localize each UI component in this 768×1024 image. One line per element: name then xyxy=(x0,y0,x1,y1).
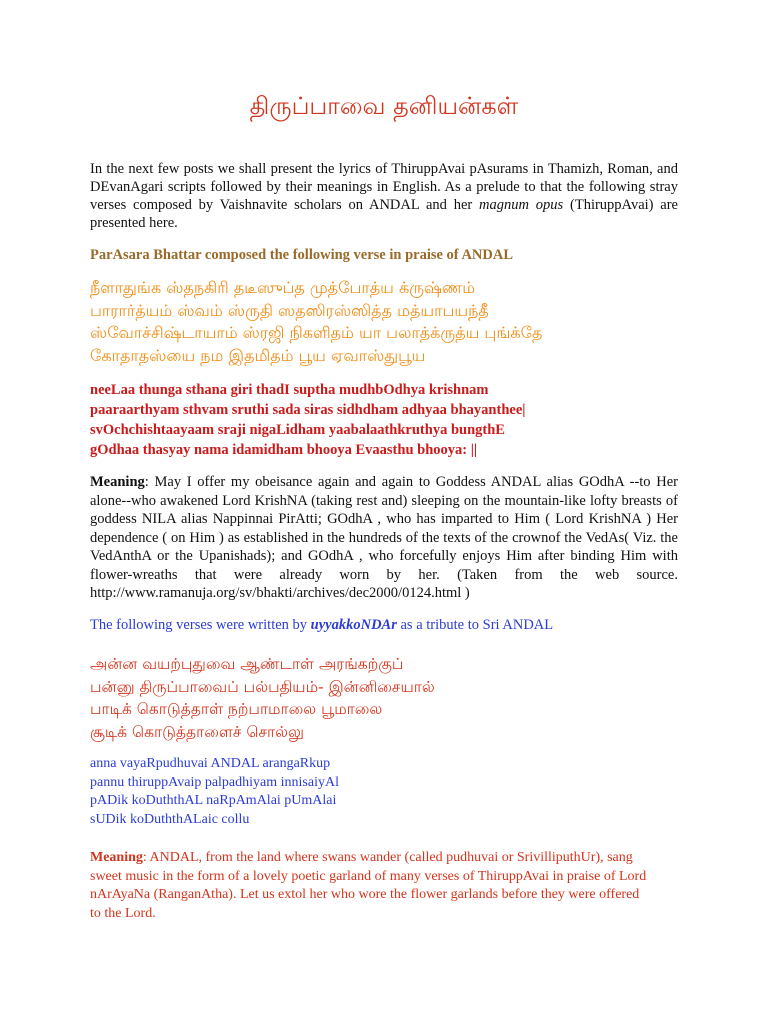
tamil-verse-line: அன்ன வயற்புதுவை ஆண்டாள் அரங்கற்குப் xyxy=(90,655,404,673)
tamil-verse-line: பன்னு திருப்பாவைப் பல்பதியம்- இன்னிசையால் xyxy=(90,677,435,696)
tamil-verse-line: ஸ்வோச்சிஷ்டாயாம் ஸ்ரஜி நிகளிதம் யா பலாத்க்ருத்ய புங்க்தே xyxy=(90,323,543,342)
tamil-verse-line: பாரார்த்யம் ஸ்வம் ஸ்ருதி ஸதஸிரஸ்ஸித்த மத்யாபயந்தீ xyxy=(90,300,489,320)
section2-tamil-verse xyxy=(90,653,435,743)
section2-meaning xyxy=(90,849,650,923)
section2-intro-after: as a tribute to Sri ANDAL xyxy=(396,617,554,633)
roman-verse-line: svOchchishtaayaam sraji nigaLidham yaabalaathkruthya bungthE xyxy=(90,422,505,438)
roman-verse-line: neeLaa thunga sthana giri thadI suptha mudhbOdhya krishnam xyxy=(90,382,489,398)
intro-text-after: (ThiruppAvai) are presented here. xyxy=(90,197,678,231)
roman-verse-line: pADik koDuththAL naRpAmAlai pUmAlai xyxy=(90,793,337,808)
roman-verse-line: paaraarthyam sthvam sruthi sada siras sidhdham adhyaa bhayanthee| xyxy=(90,402,526,418)
roman-verse-line: gOdhaa thasyay nama idamidham bhooya Evaasthu bhooya: || xyxy=(90,442,478,458)
meaning-text: : ANDAL, from the land where swans wander (called pudhuvai or SrivilliputhUr), sang sweet music in the form of a lovely poetic garland of many verses of ThiruppAvai in praise of Lord nArAyaNa (RanganAtha). Let us extol her who wore the flower garlands before they were offered to the Lord. xyxy=(90,850,647,921)
intro-text-before: In the next few posts we shall present the lyrics of ThiruppAvai pAsurams in Thamizh, Roman, and DEvanAgari scripts followed by their meanings in English. As a prelude to that the following stray verses composed by Vaishnavite scholars on ANDAL and her xyxy=(90,161,678,213)
meaning-label: Meaning xyxy=(90,850,143,865)
meaning-label: Meaning xyxy=(90,474,145,490)
intro-italic: magnum opus xyxy=(479,197,564,213)
section2-intro xyxy=(90,617,553,634)
intro-paragraph xyxy=(90,160,678,232)
section1-roman-verse xyxy=(90,380,525,460)
section2-intro-before: The following verses were written by xyxy=(90,617,311,633)
section1-meaning xyxy=(90,473,678,603)
roman-verse-line: anna vayaRpudhuvai ANDAL arangaRkup xyxy=(90,756,331,771)
roman-verse-line: sUDik koDuththALaic collu xyxy=(90,811,250,827)
author-name: uyyakkoNDAr xyxy=(310,617,397,633)
tamil-verse-line: பாடிக் கொடுத்தாள் நற்பாமாலை பூமாலை xyxy=(90,700,383,718)
tamil-verse-line: சூடிக் கொடுத்தாளைச் சொல்லு xyxy=(90,722,304,741)
page-title: திருப்பாவை தனியன்கள் xyxy=(249,92,519,120)
section1-tamil-verse xyxy=(90,277,542,367)
tamil-verse-line: கோதாதஸ்யை நம இதமிதம் பூய ஏவாஸ்துபூய xyxy=(90,345,426,365)
section1-heading: ParAsara Bhattar composed the following verse in praise of ANDAL xyxy=(90,247,514,263)
roman-verse-line: pannu thiruppAvaip palpadhiyam innisaiyAl xyxy=(90,774,339,790)
section2-roman-verse xyxy=(90,755,339,829)
tamil-verse-line: நீளாதுங்க ஸ்தநகிரி தடீஸுப்த முத்போத்ய க்ருஷ்ணம் xyxy=(90,278,476,297)
meaning-text: : May I offer my obeisance again and again to Goddess ANDAL alias GOdhA --to Her alone--who awakened Lord KrishNA (taking rest and) sleeping on the mountain-like lofty breasts of goddess NILA alias Nappinnai PirAtti; GOdhA , who has imparted to Him ( Lord KrishNA ) Her dependence ( on Him ) as established in the hundreds of the texts of the crownof the VedAs( Viz. the VedAnthA or the Upanishads); and GOdhA , who forcefully enjoys Him after binding Him with flower-wreaths that were already worn by her. (Taken from the web source. http://www.ramanuja.org/sv/bhakti/archives/dec2000/0124.html ) xyxy=(90,474,678,601)
